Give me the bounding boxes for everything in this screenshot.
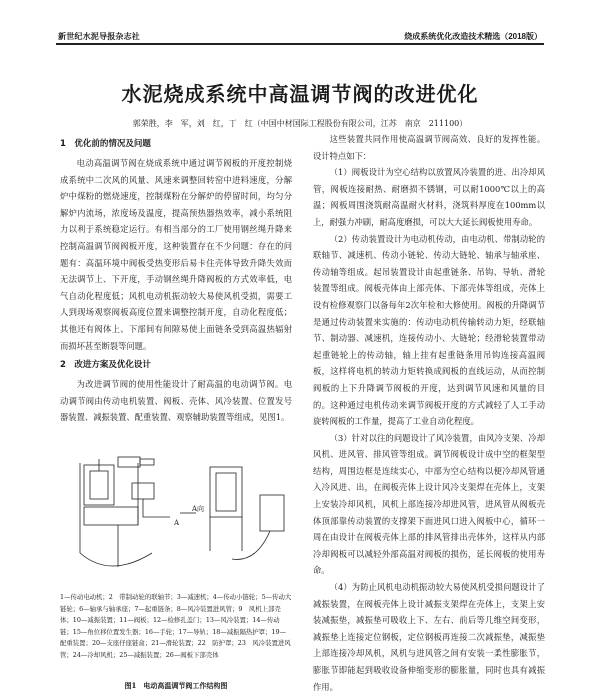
figure-title: 图1 电动高温调节阀工作结构图: [124, 681, 228, 690]
paragraph: （3）针对以往的问题设计了风冷装置，由风冷支架、冷却风机、进风管、排风管等组成。调节阀板设计成中空的框架型结构，周围边框是连续实心，中部为空心结构以便冷却风管通入冷风进、出，在阀板壳体上设计风冷支架焊在壳体上，支架上安装冷却风机，风机上部连接冷却进风管，进风管从阀板壳体顶部靠传动装置的支撑架下面进风口进入阀板中心，循环一周在由设计在阀板壳体上部的排风管排出壳体外，这样从内部冷却阀板可以减轻外部高温对阀板的损伤，延长阀板的使用寿命。: [313, 432, 545, 576]
side-view-fan: [260, 495, 284, 531]
journal-name: 新世纪水泥导报杂志社: [58, 32, 140, 41]
section-heading-2: 2 改进方案及优化设计: [60, 360, 151, 371]
page-header: [0, 0, 600, 40]
paragraph: （1）阀板设计为空心结构以放置风冷装置的进、出冷却风管，阀板连接耐热、耐磨损不锈钢，可以耐1000℃以上的高温；阀板周围浇筑耐高温耐火材料，浇筑料厚度在100mm以上，耐强力冲刷，耐高度磨损，可以大大延长阀板使用寿命。: [313, 167, 545, 227]
collection-name: 烧成系统优化改造技术精选（2018版）: [404, 32, 542, 41]
valve-lower-housing: [84, 507, 138, 525]
reducer: [140, 459, 154, 465]
cooling-fan: [132, 483, 154, 499]
section-heading-1: 1 优化前的情况及问题: [60, 139, 151, 149]
left-column: [60, 133, 292, 426]
view-label-a: A: [174, 519, 180, 527]
right-column: [313, 131, 545, 695]
side-view-curve: [232, 531, 270, 559]
side-view-plate: [216, 473, 236, 511]
paragraph: 为改进调节阀的使用性能设计了耐高温的电动调节阀。电动调节阀由传动电机装置、阀板、壳体、风冷装置、位置发号器装置、减振装置、配重装置、观察辅助装置等组成，见图1。: [60, 379, 292, 423]
side-view-housing: [210, 467, 242, 517]
figure-legend: 1—传动电动机；2 带制动轮的联轴节；3—减速机；4—传动小链轮；5—传动大链轮；6—轴承与轴承座；7—起重链条；8—风冷装置进风管；9 风机上部壳体；10—减振装置；11—阀板；12—检修孔盖门；13—风冷装置；14—传动链；15—角位移位置发生器；16—手轮；17—导轨；18—减振隔热护罩；19—配重装置；20—支座仔座链盒；21—滑轮装置；22 防护罩；23 风冷装置进风管；24—冷却风机；25—减振装置；26—阀板下部壳体: [60, 593, 292, 659]
view-label: A向: [192, 505, 205, 513]
paragraph: 电动高温调节阀在烧成系统中通过调节阀板的开度控制烧成系统中二次风的风量、风速来调整回转窑中进料速度，分解炉中煤粉的燃烧速度，控制煤粉在分解炉的停留时间，均匀分解炉内流场，浓度场及温度，提高预热器热效率，减小系统阻力以利于系统稳定运行。有相当部分的工厂使用钢丝绳升降来控制高温调节阀阀板开度，这种装置存在不少问题：存在的问题有：高温环境中阀板受热变形后易卡住壳体导致升降失效而无法调节上、下开度，手动钢丝绳升降阀板的方式效率低，电气自动化程度低；风机电动机振动较大易使风机受损，需要工人到现场观察阀板高度位置来调整控制开度，自动化程度低；其他还有阀体上、下部间有间隙易使上面链条受到高温热辐射而损坏甚至断裂等问题。: [60, 158, 292, 351]
paragraph: 这些装置共同作用使高温调节阀高效、良好的发挥性能。设计特点如下：: [313, 134, 545, 161]
article-authors: 郭荣胜，李 军，刘 红，丁 红（中国中材国际工程股份有限公司，江苏 南京 211100）: [132, 119, 468, 128]
paragraph: （2）传动装置设计为电动机传动，由电动机、带制动轮的联轴节、减速机、传动小链轮、传动大链轮、轴承与轴承座、传动轴等组成。起吊装置设计由起重链条、吊钩、导轨、滑轮装置等组成。阀板壳体由上部壳体、下部壳体等组成，壳体上设有检修观察门以备每年2次年检和大修使用。阀板的升降调节是通过传动装置来实施的：传动电动机传输转动力矩，经联轴节、制动器、减速机，连接传动小、大链轮；经滑轮装置带动起重链轮上的传动轴，轴上挂有起重链条用吊钩连接高温阀板，这样将电机的转动力矩转换成阀板的直线运动，从而控制阀板的上下升降调节阀板的开度，达到调节风速和风量的目的。这种通过电机传动来调节阀板开度的方式减轻了人工手动旋转阀板的工作量，提高了工业自动化程度。: [313, 233, 545, 427]
drive-motor: [118, 457, 140, 467]
article-title: 水泥烧成系统中高温调节阀的改进优化: [121, 82, 479, 106]
paragraph: （4）为防止风机电动机振动较大易使风机受损问题设计了减振装置，在阀板壳体上设计减振支架焊在壳体上，支架上安装减振垫，减振垫可吸收上下、左右、前后等几维空间变形，减振垫上连接定位钢板，定位钢板再连接二次减振垫，减振垫上部连接冷却风机，风机与进风管之间有安装一柔性膨胀节，膨胀节即能起到吸收设备伸缩变形的膨胀量，同时也具有减振作用。: [313, 582, 545, 692]
valve-diagram: [60, 455, 292, 587]
air-inlet-pipe: [143, 499, 170, 517]
bottom-duct-curve: [80, 553, 152, 566]
header-rule: [56, 43, 544, 45]
valve-plate: [90, 471, 108, 499]
